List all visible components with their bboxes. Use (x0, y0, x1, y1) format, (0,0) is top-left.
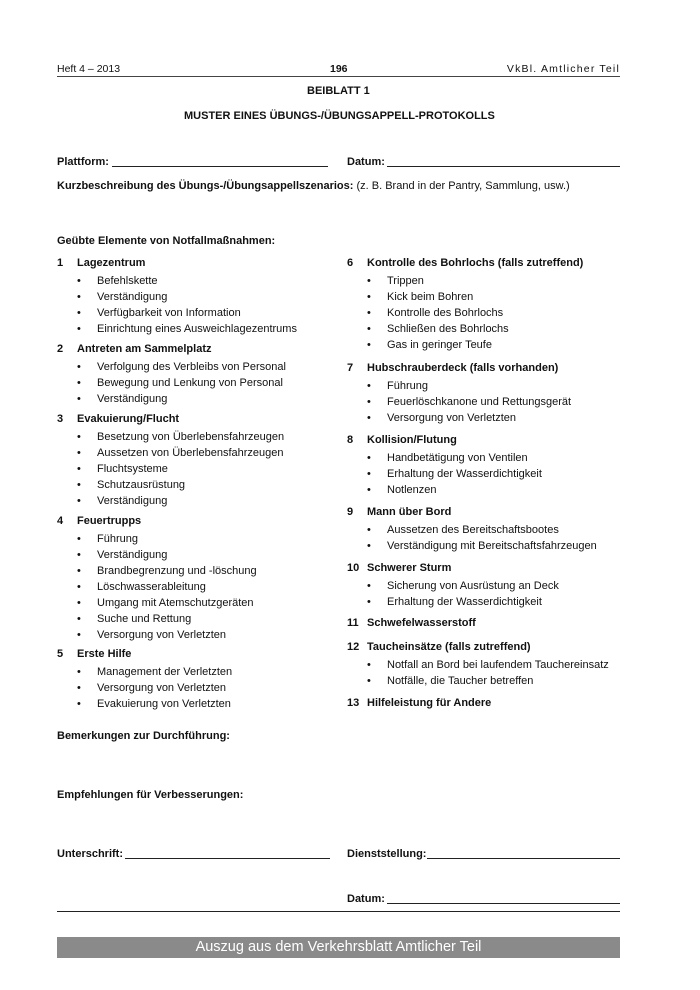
platform-label: Plattform: (57, 156, 109, 168)
section-2 (57, 343, 357, 407)
list-item-text: Erhaltung der Wasserdichtigkeit (387, 596, 542, 608)
bullet-icon: • (77, 682, 81, 694)
bullet-icon: • (367, 540, 371, 552)
section-title: Schwefelwasserstoff (367, 617, 476, 629)
section-number: 3 (57, 413, 64, 425)
bullet-icon: • (77, 581, 81, 593)
list-item (347, 482, 647, 498)
section-title: Schwerer Sturm (367, 562, 452, 574)
list-item (57, 273, 357, 289)
list-item-text: Management der Verletzten (97, 666, 233, 678)
list-item (347, 305, 647, 321)
list-item-text: Verständigung (97, 291, 168, 303)
bullet-icon: • (367, 380, 371, 392)
list-item (347, 466, 647, 482)
list-item (347, 522, 647, 538)
bullet-icon: • (77, 495, 81, 507)
list-item (347, 337, 647, 353)
list-item (57, 611, 357, 627)
section-11 (347, 617, 647, 633)
list-item (57, 579, 357, 595)
header-left: Heft 4 – 2013 (57, 63, 121, 75)
list-item-text: Befehlskette (97, 275, 158, 287)
bullet-icon: • (367, 307, 371, 319)
signature-label: Unterschrift: (57, 848, 124, 860)
section-number: 7 (347, 362, 354, 374)
bullet-icon: • (77, 613, 81, 625)
section-title: Antreten am Sammelplatz (77, 343, 212, 355)
section-title: Feuertrupps (77, 515, 142, 527)
bullet-icon: • (77, 393, 81, 405)
section-title: Hilfeleistung für Andere (367, 697, 492, 709)
scenario-label: Kurzbeschreibung des Übungs-/Übungsappellszenarios: (57, 180, 354, 192)
section-title: Taucheinsätze (falls zutreffend) (367, 641, 531, 653)
bullet-icon: • (77, 629, 81, 641)
bullet-icon: • (367, 484, 371, 496)
list-item-text: Fluchtsysteme (97, 463, 168, 475)
bullet-icon: • (367, 275, 371, 287)
list-item (347, 538, 647, 554)
bullet-icon: • (77, 549, 81, 561)
header-right: VkBl. Amtlicher Teil (506, 63, 620, 75)
section-title: Mann über Bord (367, 506, 452, 518)
bullet-icon: • (77, 361, 81, 373)
list-item-text: Erhaltung der Wasserdichtigkeit (387, 468, 542, 480)
scenario-line (57, 180, 570, 192)
bullet-icon: • (77, 291, 81, 303)
list-item (57, 321, 357, 337)
list-item (57, 391, 357, 407)
bullet-icon: • (367, 659, 371, 671)
list-item-text: Aussetzen des Bereitschaftsbootes (387, 524, 559, 536)
list-item-text: Löschwasserableitung (97, 581, 206, 593)
bullet-icon: • (367, 291, 371, 303)
list-item (347, 450, 647, 466)
list-item (57, 375, 357, 391)
section-8 (347, 434, 647, 498)
list-item-text: Verständigung mit Bereitschaftsfahrzeugen (387, 540, 597, 552)
section-number: 12 (347, 641, 360, 653)
section-number: 2 (57, 343, 64, 355)
section-number: 5 (57, 648, 64, 660)
section-title: Erste Hilfe (77, 648, 132, 660)
list-item-text: Bewegung und Lenkung von Personal (97, 377, 283, 389)
bullet-icon: • (77, 447, 81, 459)
bullet-icon: • (367, 596, 371, 608)
section-number: 1 (57, 257, 64, 269)
bullet-icon: • (367, 412, 371, 424)
list-item-text: Kontrolle des Bohrlochs (387, 307, 504, 319)
section-title: Hubschrauberdeck (falls vorhanden) (367, 362, 559, 374)
list-item-text: Kick beim Bohren (387, 291, 474, 303)
date-field[interactable] (387, 166, 620, 167)
list-item-text: Gas in geringer Teufe (387, 339, 492, 351)
section-13 (347, 697, 647, 713)
bullet-icon: • (77, 377, 81, 389)
bullet-icon: • (77, 323, 81, 335)
attachment-label: BEIBLATT 1 (307, 85, 370, 97)
bullet-icon: • (367, 580, 371, 592)
bullet-icon: • (367, 468, 371, 480)
section-title: Kollision/Flutung (367, 434, 457, 446)
date-label: Datum: (347, 156, 385, 168)
section-3 (57, 413, 357, 509)
list-item (347, 273, 647, 289)
list-item-text: Versorgung von Verletzten (97, 629, 227, 641)
list-item (57, 289, 357, 305)
bullet-icon: • (77, 479, 81, 491)
list-item (347, 673, 647, 689)
header-rule (57, 76, 620, 77)
section-title: Kontrolle des Bohrlochs (falls zutreffend) (367, 257, 584, 269)
bullet-icon: • (367, 675, 371, 687)
remarks-label: Bemerkungen zur Durchführung: (57, 730, 230, 742)
section-number: 9 (347, 506, 354, 518)
bullet-icon: • (77, 666, 81, 678)
bullet-icon: • (367, 323, 371, 335)
list-item (347, 657, 647, 673)
bullet-icon: • (77, 275, 81, 287)
list-item (347, 594, 647, 610)
recommendations-label: Empfehlungen für Verbesserungen: (57, 789, 244, 801)
section-10 (347, 562, 647, 610)
bottom-rule (57, 911, 620, 912)
list-item (57, 562, 360, 579)
section-title: Evakuierung/Flucht (77, 413, 180, 425)
section-title: Lagezentrum (77, 257, 146, 269)
list-item-text: Handbetätigung von Ventilen (387, 452, 528, 464)
bullet-icon: • (367, 452, 371, 464)
list-item (57, 429, 357, 445)
list-item-text: Besetzung von Überlebensfahrzeugen (97, 431, 285, 443)
list-item (347, 410, 647, 426)
position-label: Dienststellung: (347, 848, 427, 860)
list-item-text: Versorgung von Verletzten (387, 412, 517, 424)
list-item (57, 595, 357, 611)
list-item-text: Sicherung von Ausrüstung an Deck (387, 580, 559, 592)
section-5 (57, 648, 360, 712)
bullet-icon: • (367, 339, 371, 351)
list-item-text: Schutzausrüstung (97, 479, 186, 491)
list-item (57, 477, 357, 493)
platform-field[interactable] (112, 166, 328, 167)
list-item (57, 664, 357, 680)
bullet-icon: • (77, 698, 81, 710)
signature-field[interactable] (125, 858, 330, 859)
list-item (57, 696, 360, 712)
section-number: 13 (347, 697, 360, 709)
list-item (57, 359, 357, 375)
section-number: 6 (347, 257, 354, 269)
section-6 (347, 257, 647, 353)
section-9 (347, 506, 647, 554)
section-number: 8 (347, 434, 354, 446)
date2-field[interactable] (387, 903, 620, 904)
date2-label: Datum: (347, 893, 385, 905)
bullet-icon: • (77, 597, 81, 609)
list-item-text: Schließen des Bohrlochs (387, 323, 509, 335)
list-item (347, 394, 647, 410)
elements-heading: Geübte Elemente von Notfallmaßnahmen: (57, 235, 276, 247)
section-number: 4 (57, 515, 64, 527)
bullet-icon: • (77, 463, 81, 475)
section-number: 10 (347, 562, 360, 574)
list-item (57, 493, 357, 509)
footer-banner: Auszug aus dem Verkehrsblatt Amtlicher Teil (57, 937, 620, 958)
bullet-icon: • (77, 533, 81, 545)
section-7 (347, 362, 647, 426)
list-item-text: Evakuierung von Verletzten (97, 698, 231, 710)
list-item (57, 680, 357, 696)
list-item-text: Führung (97, 533, 138, 545)
bullet-icon: • (367, 396, 371, 408)
list-item (57, 627, 357, 643)
list-item-text: Verfügbarkeit von Information (97, 307, 241, 319)
bullet-icon: • (77, 565, 81, 577)
list-item-text: Verständigung (97, 495, 168, 507)
list-item (57, 531, 357, 547)
position-field[interactable] (427, 858, 620, 859)
list-item-text: Einrichtung eines Ausweichlagezentrums (97, 323, 297, 335)
section-1 (57, 257, 357, 337)
list-item (347, 321, 647, 337)
section-number: 11 (347, 617, 359, 629)
list-item-text: Suche und Rettung (97, 613, 192, 625)
list-item-text: Aussetzen von Überlebensfahrzeugen (97, 447, 284, 459)
list-item (57, 547, 357, 563)
list-item (347, 378, 647, 394)
scenario-hint: (z. B. Brand in der Pantry, Sammlung, usw.) (356, 180, 570, 192)
section-4 (57, 515, 360, 643)
list-item-text: Verfolgung des Verbleibs von Personal (97, 361, 286, 373)
bullet-icon: • (77, 307, 81, 319)
list-item (347, 289, 647, 305)
section-12 (347, 641, 647, 689)
list-item (57, 305, 357, 321)
list-item (57, 461, 357, 477)
list-item-text: Versorgung von Verletzten (97, 682, 227, 694)
list-item-text: Notfälle, die Taucher betreffen (387, 675, 534, 687)
list-item-text: Verständigung (97, 393, 168, 405)
list-item-text: Feuerlöschkanone und Rettungsgerät (387, 396, 572, 408)
list-item-text: Führung (387, 380, 428, 392)
list-item (57, 445, 357, 461)
bullet-icon: • (77, 431, 81, 443)
list-item-text: Trippen (387, 275, 424, 287)
list-item-text: Umgang mit Atemschutzgeräten (97, 597, 254, 609)
list-item-text: Brandbegrenzung und -löschung (97, 565, 257, 577)
list-item-text: Verständigung (97, 549, 168, 561)
bullet-icon: • (367, 524, 371, 536)
list-item-text: Notlenzen (387, 484, 437, 496)
list-item (347, 578, 647, 594)
page-number: 196 (330, 63, 348, 75)
document-title: MUSTER EINES ÜBUNGS-/ÜBUNGSAPPELL-PROTOKOLLS (184, 110, 495, 122)
list-item-text: Notfall an Bord bei laufendem Tauchereinsatz (387, 659, 609, 671)
